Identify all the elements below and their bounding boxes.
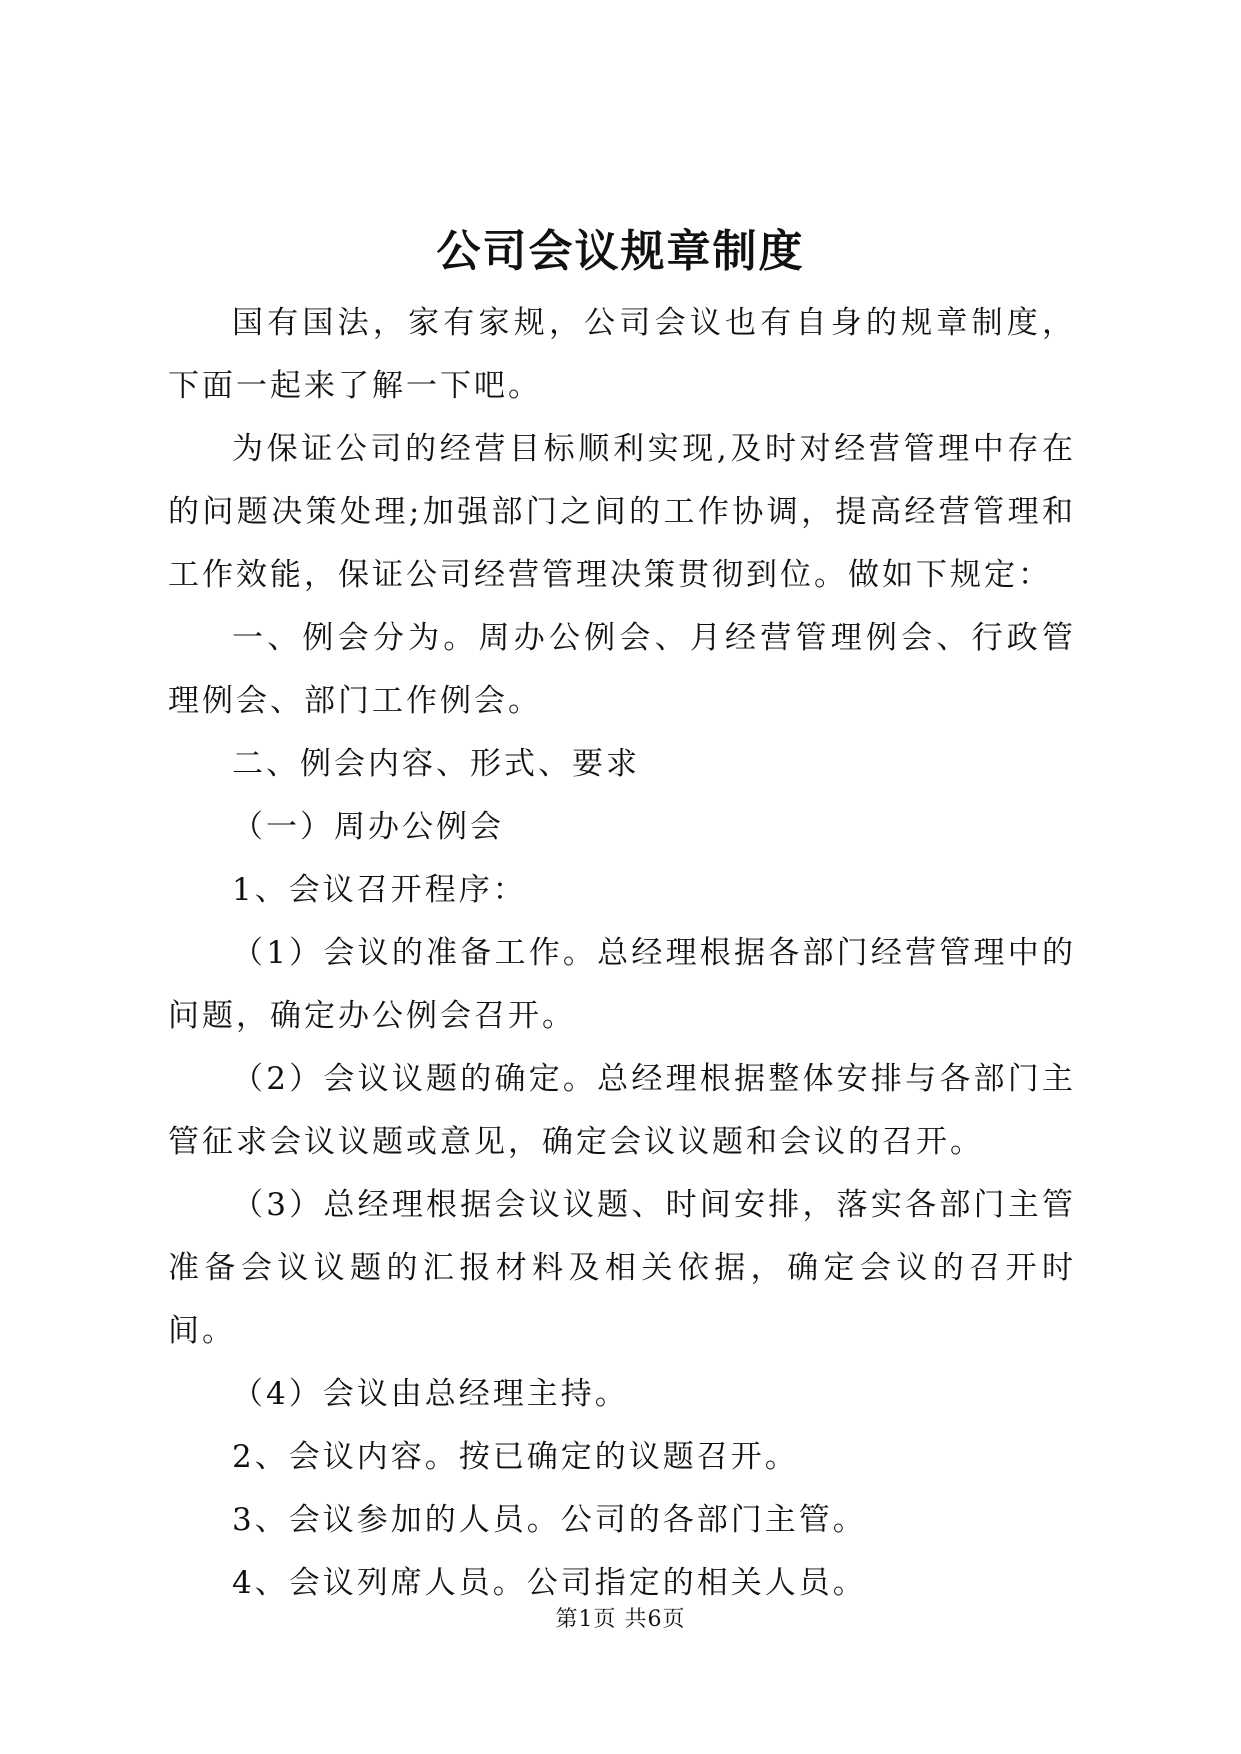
- document-title: 公司会议规章制度: [436, 226, 805, 277]
- paragraph-section-1: 一、例会分为。周办公例会、月经营管理例会、行政管理例会、部门工作例会。: [168, 620, 1076, 719]
- paragraph-item-3: 3、会议参加的人员。公司的各部门主管。: [232, 1502, 867, 1538]
- paragraph-intro: 国有国法，家有家规，公司会议也有自身的规章制度，下面一起来了解一下吧。: [168, 305, 1076, 404]
- paragraph-item-2: 2、会议内容。按已确定的议题召开。: [232, 1439, 799, 1475]
- paragraph-subsection-1: （一）周办公例会: [232, 809, 504, 845]
- paragraph-item-1-3: （3）总经理根据会议议题、时间安排，落实各部门主管准备会议议题的汇报材料及相关依据，确定会议的召开时间。: [168, 1187, 1076, 1349]
- paragraph-item-4: 4、会议列席人员。公司指定的相关人员。: [232, 1565, 867, 1601]
- paragraph-section-2: 二、例会内容、形式、要求: [232, 746, 640, 782]
- document-body: [168, 292, 1076, 1615]
- page-number-footer: 第1页 共6页: [555, 1607, 686, 1632]
- paragraph-purpose: 为保证公司的经营目标顺利实现,及时对经营管理中存在的问题决策处理;加强部门之间的工作协调，提高经营管理和工作效能，保证公司经营管理决策贯彻到位。做如下规定：: [168, 431, 1076, 593]
- paragraph-item-1-2: （2）会议议题的确定。总经理根据整体安排与各部门主管征求会议议题或意见，确定会议议题和会议的召开。: [168, 1061, 1076, 1160]
- paragraph-item-1-1: （1）会议的准备工作。总经理根据各部门经营管理中的问题，确定办公例会召开。: [168, 935, 1076, 1034]
- paragraph-item-1-4: （4）会议由总经理主持。: [232, 1376, 629, 1412]
- paragraph-item-1: 1、会议召开程序：: [232, 872, 527, 908]
